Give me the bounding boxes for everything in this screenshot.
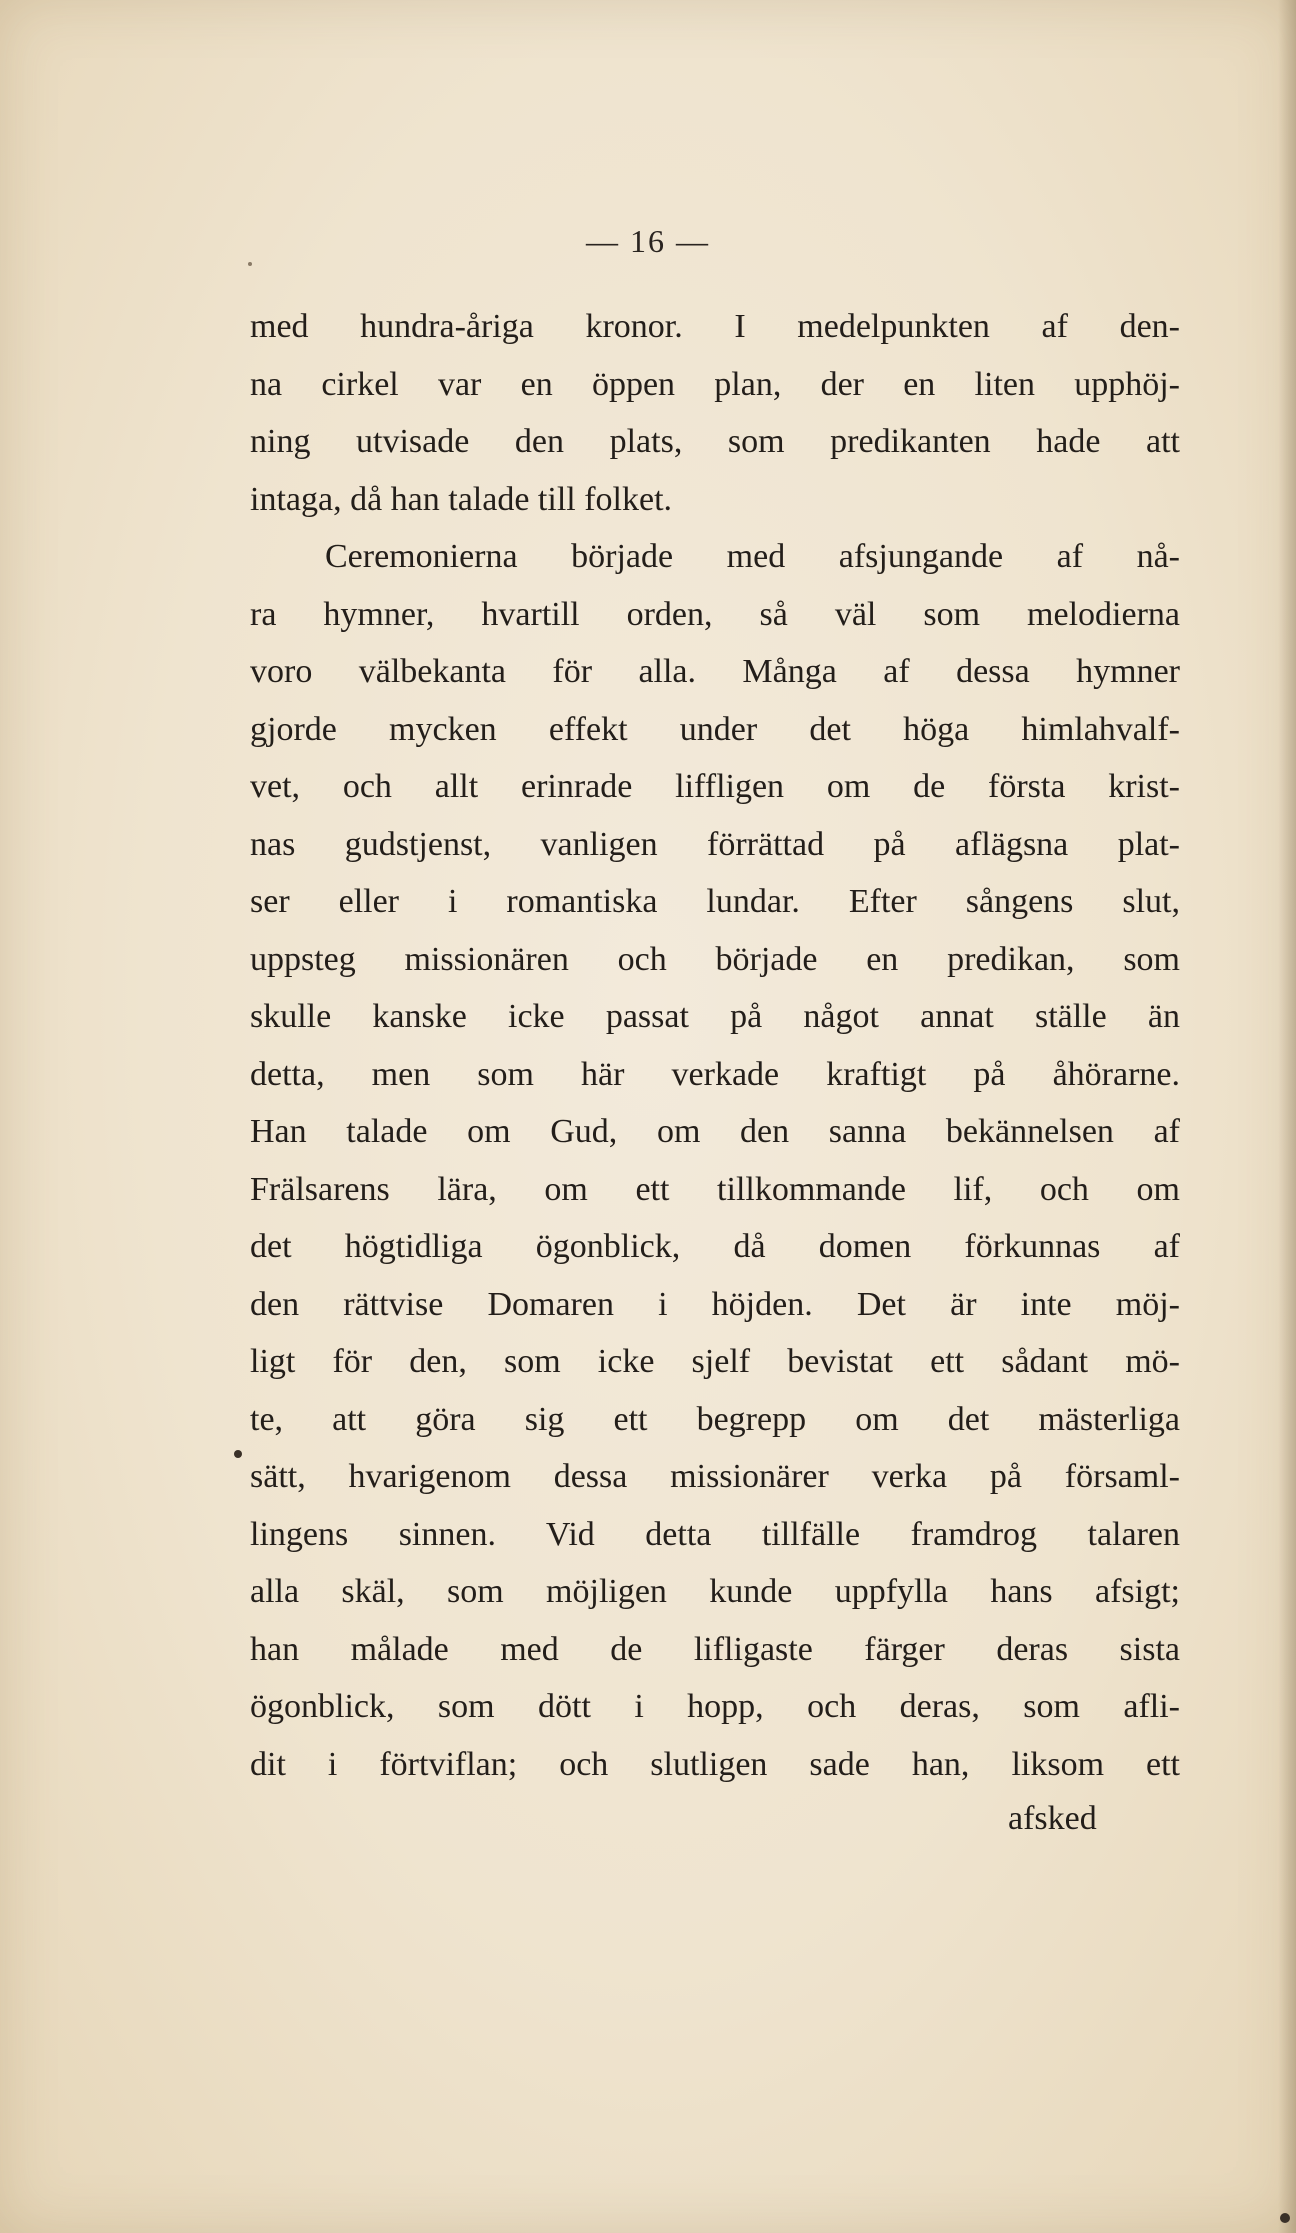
text-line: Han talade om Gud, om den sanna bekännelsen af [250,1113,1180,1150]
text-line: ögonblick, som dött i hopp, och deras, som afli- [250,1688,1180,1725]
text-line: den rättvise Domaren i höjden. Det är inte möj- [250,1285,1180,1323]
text-line: te, att göra sig ett begrepp om det mästerliga [250,1400,1180,1438]
text-line: Frälsarens lära, om ett tillkommande lif, och om [250,1170,1180,1208]
text-line: skulle kanske icke passat på något annat ställe än [250,998,1180,1035]
text-line: dit i förtviflan; och slutligen sade han, liksom ett [250,1745,1180,1783]
text-line: lingens sinnen. Vid detta tillfälle framdrog talaren [250,1515,1180,1553]
text-line: det högtidliga ögonblick, då domen förkunnas af [250,1228,1180,1265]
text-line: han målade med de lifligaste färger deras sista [250,1630,1180,1668]
text-line: vet, och allt erinrade liffligen om de första krist- [250,768,1180,805]
ink-speck [234,1450,242,1458]
text-line: ning utvisade den plats, som predikanten hade att [250,423,1180,460]
page-number-header: — 16 — [586,223,710,259]
text-line: med hundra-åriga kronor. I medelpunkten af den- [250,308,1180,345]
text-line: ra hymner, hvartill orden, så väl som melodierna [250,595,1180,633]
text-line: nas gudstjenst, vanligen förrättad på aflägsna plat- [250,825,1180,863]
text-line: detta, men som här verkade kraftigt på åhörarne. [250,1055,1180,1093]
page-edge-shadow [1278,0,1296,2233]
text-line: voro välbekanta för alla. Många af dessa hymner [250,653,1180,690]
text-line: alla skäl, som möjligen kunde uppfylla hans afsigt; [250,1573,1180,1610]
ink-speck [248,262,252,266]
text-line: gjorde mycken effekt under det höga himlahvalf- [250,710,1180,748]
catchword: afsked [1008,1800,1097,1837]
text-line: sätt, hvarigenom dessa missionärer verka på församl- [250,1458,1180,1495]
text-line: na cirkel var en öppen plan, der en liten upphöj- [250,365,1180,403]
body-text [250,298,1180,1793]
text-line: uppsteg missionären och började en predikan, som [250,940,1180,978]
text-line: Ceremonierna började med afsjungande af nå- [325,538,1180,575]
text-line: ligt för den, som icke sjelf bevistat ett sådant mö- [250,1343,1180,1380]
text-line: intaga, då han talade till folket. [250,480,673,518]
ink-speck [1280,2213,1290,2223]
text-line: ser eller i romantiska lundar. Efter sångens slut, [250,883,1180,920]
